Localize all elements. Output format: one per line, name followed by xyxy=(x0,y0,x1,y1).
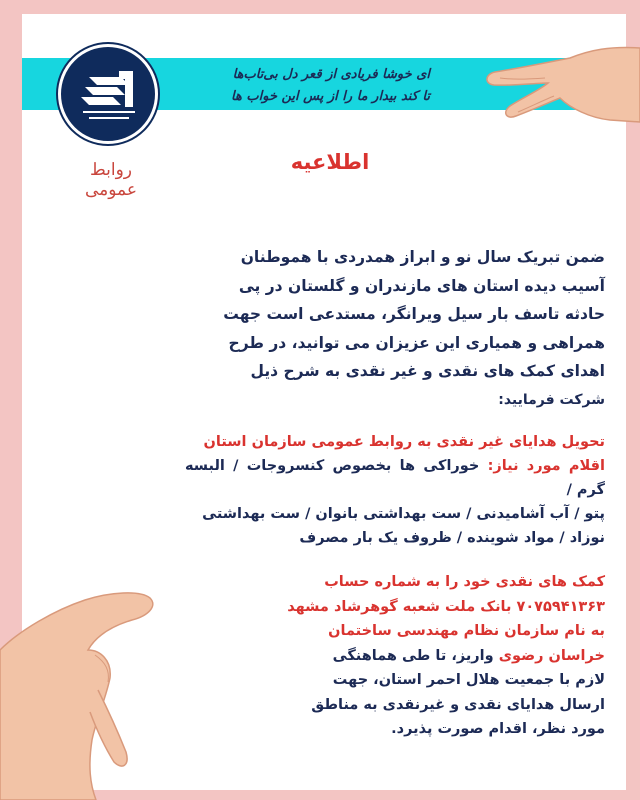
cash-line: لازم با جمعیت هلال احمر استان، جهت xyxy=(332,672,605,688)
engineering-organization-logo-icon xyxy=(61,47,155,141)
intro-line: همراهی و همیاری این عزیزان می توانید، در طرح xyxy=(228,333,605,352)
needed-items-line: پتو / آب آشامیدنی / ست بهداشتی بانوان / ست بهداشتی xyxy=(202,506,605,522)
cash-donations xyxy=(185,570,605,742)
intro-line: اهدای کمک های نقدی و غیر نقدی به شرح ذیل xyxy=(250,362,605,380)
public-relations-label: روابط عمومی xyxy=(84,160,138,200)
needed-items-line xyxy=(185,454,605,502)
intro-paragraph xyxy=(185,243,605,386)
intro-line: حادثه تاسف بار سیل ویرانگر، مستدعی است جهت xyxy=(223,305,605,323)
needed-items-line: نوزاد / مواد شوینده / ظروف یک بار مصرف xyxy=(299,530,605,546)
hand-top-right-icon xyxy=(440,28,640,138)
province-name: خراسان رضوی xyxy=(498,647,605,664)
needed-items-text: خوراکی ها بخصوص کنسروجات / البسه گرم / xyxy=(185,458,605,498)
join-text: شرکت فرمایید: xyxy=(498,392,605,408)
hand-bottom-left-icon xyxy=(0,570,180,800)
cash-line: به نام سازمان نظام مهندسی ساختمان xyxy=(328,623,605,639)
poem-line-1: ای خوشا فریادی از قعر دل بی‌تاب‌ها xyxy=(232,67,430,82)
announcement-title: اطلاعیه xyxy=(290,150,370,174)
poem xyxy=(150,64,430,108)
cash-line xyxy=(185,644,605,669)
intro-line: ضمن تبریک سال نو و ابراز همدردی با هموطنان xyxy=(240,248,605,266)
cash-line-text: واریز، تا طی هماهنگی xyxy=(332,647,499,664)
poem-line-2: تا کند بیدار ما را از پس این خواب ها xyxy=(231,89,430,104)
non-cash-donations xyxy=(185,430,605,550)
organization-logo xyxy=(58,44,158,144)
cash-line: مورد نظر، اقدام صورت پذیرد. xyxy=(391,721,605,737)
non-cash-heading: تحویل هدایای غیر نقدی به روابط عمومی سازمان استان xyxy=(203,434,605,450)
intro-line: آسیب دیده استان های مازندران و گلستان در پی xyxy=(238,276,605,295)
frame-border-top xyxy=(0,0,640,14)
cash-line: کمک های نقدی خود را به شماره حساب xyxy=(324,574,605,590)
account-number-line: ۷۰۷۵۹۴۱۳۶۳ بانک ملت شعبه گوهرشاد مشهد xyxy=(287,598,605,615)
needed-items-label: اقلام مورد نیاز: xyxy=(487,458,606,474)
cash-line: ارسال هدایای نقدی و غیرنقدی به مناطق xyxy=(311,696,605,713)
